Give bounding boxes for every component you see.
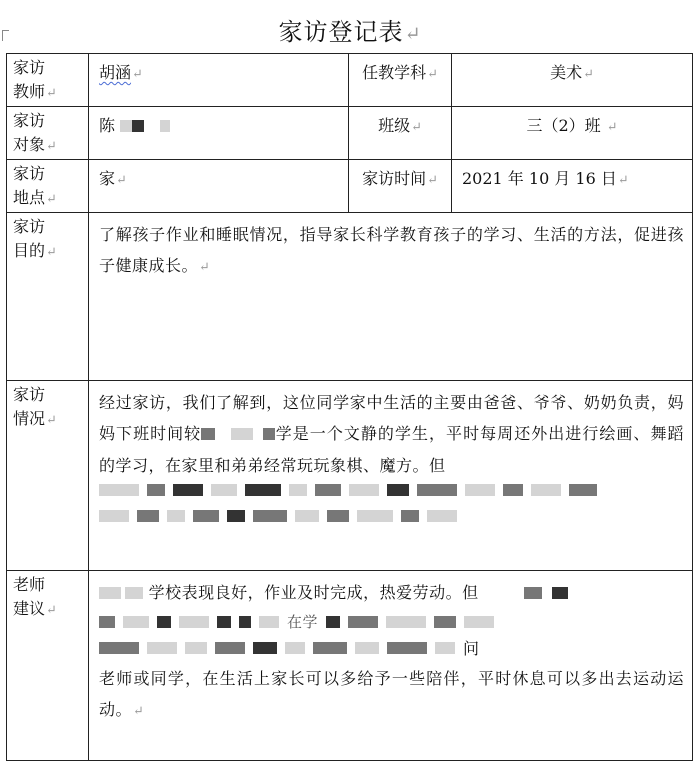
class-value: 三（2）班 bbox=[526, 116, 601, 135]
time-cell bbox=[452, 160, 693, 213]
label-teacher bbox=[7, 54, 89, 107]
teacher-name-cell bbox=[89, 54, 349, 107]
paragraph-mark: ↵ bbox=[617, 173, 629, 188]
paragraph-mark: ↵ bbox=[404, 22, 422, 45]
label-teacher-text: 家访 教师 bbox=[13, 58, 46, 101]
redacted-student-name bbox=[120, 116, 170, 138]
advice-cell bbox=[89, 571, 693, 761]
row-teacher bbox=[7, 54, 693, 107]
form-title-text: 家访登记表 bbox=[278, 18, 404, 46]
row-advice bbox=[7, 571, 693, 761]
advice-text-4: 老师或同学，在生活上家长可以多给予一些陪伴，平时休息可以多出去运动运动。 bbox=[99, 669, 684, 719]
paragraph-mark: ↵ bbox=[427, 67, 438, 82]
row-purpose bbox=[7, 213, 693, 381]
redacted-advice-2 bbox=[484, 578, 568, 609]
label-time-text: 家访时间 bbox=[362, 169, 427, 188]
situation-text-3: 但 bbox=[429, 456, 446, 475]
redacted-situation-2 bbox=[99, 479, 684, 501]
redacted-situation-1 bbox=[201, 419, 275, 450]
paragraph-mark: ↵ bbox=[411, 120, 422, 135]
row-situation bbox=[7, 381, 693, 571]
advice-text-2: 在学 bbox=[287, 612, 319, 631]
row-place bbox=[7, 160, 693, 213]
advice-text-3: 问 bbox=[463, 638, 480, 658]
label-target-text: 家访 对象 bbox=[13, 111, 46, 154]
time-value: 2021 年 10 月 16 日 bbox=[462, 169, 617, 188]
label-advice-text: 老师 建议 bbox=[13, 575, 46, 618]
paragraph-mark: ↵ bbox=[199, 260, 211, 275]
paragraph-mark: ↵ bbox=[427, 173, 438, 188]
label-place-text: 家访 地点 bbox=[13, 164, 46, 207]
label-class-text: 班级 bbox=[378, 116, 411, 135]
paragraph-mark: ↵ bbox=[133, 704, 145, 719]
row-target bbox=[7, 107, 693, 160]
paragraph-mark: ↵ bbox=[46, 603, 57, 618]
purpose-text: 了解孩子作业和睡眠情况，指导家长科学教育孩子的学习、生活的方法，促进孩子健康成长。 bbox=[99, 225, 684, 275]
paragraph-mark: ↵ bbox=[46, 139, 57, 154]
teacher-name: 胡涵 bbox=[99, 63, 132, 82]
form-title bbox=[0, 12, 700, 47]
label-subject-text: 任教学科 bbox=[362, 63, 427, 82]
paragraph-mark: ↵ bbox=[116, 173, 127, 188]
student-cell bbox=[89, 107, 349, 160]
label-advice bbox=[7, 571, 89, 761]
label-purpose-text: 家访 目的 bbox=[13, 217, 46, 260]
label-place bbox=[7, 160, 89, 213]
visit-record-table bbox=[6, 53, 693, 761]
subject-value: 美术 bbox=[550, 63, 583, 82]
label-purpose bbox=[7, 213, 89, 381]
label-time bbox=[349, 160, 452, 213]
paragraph-mark: ↵ bbox=[606, 120, 618, 135]
paragraph-mark: ↵ bbox=[46, 192, 57, 207]
situation-cell bbox=[89, 381, 693, 571]
subject-cell bbox=[452, 54, 693, 107]
paragraph-mark: ↵ bbox=[46, 245, 57, 260]
place-cell bbox=[89, 160, 349, 213]
table-anchor-icon bbox=[2, 30, 9, 41]
label-subject bbox=[349, 54, 452, 107]
advice-text-1: 学校表现良好，作业及时完成，热爱劳动。但 bbox=[148, 583, 479, 602]
redacted-advice-3 bbox=[99, 611, 684, 633]
label-situation bbox=[7, 381, 89, 571]
paragraph-mark: ↵ bbox=[46, 413, 57, 428]
redacted-advice-1 bbox=[99, 578, 143, 609]
label-situation-text: 家访 情况 bbox=[13, 385, 46, 428]
student-name: 陈 bbox=[99, 116, 116, 135]
purpose-cell bbox=[89, 213, 693, 381]
paragraph-mark: ↵ bbox=[583, 67, 594, 82]
label-class bbox=[349, 107, 452, 160]
redacted-advice-4 bbox=[99, 637, 684, 659]
redacted-situation-3 bbox=[99, 505, 684, 527]
situation-text-1: 经过家访，我们了解到，这位同学家中生活的主要由爸爸、爷爷、奶奶负责，妈妈下班时间较 bbox=[99, 393, 684, 443]
place-value: 家 bbox=[99, 169, 116, 188]
paragraph-mark: ↵ bbox=[132, 67, 143, 82]
class-cell bbox=[452, 107, 693, 160]
paragraph-mark: ↵ bbox=[46, 86, 57, 101]
label-target bbox=[7, 107, 89, 160]
situation-text-2: 学是一个文静的学生，平时每周还外出进行绘画、舞蹈的学习，在家里和弟弟经常玩玩象棋、魔方。 bbox=[99, 424, 684, 475]
